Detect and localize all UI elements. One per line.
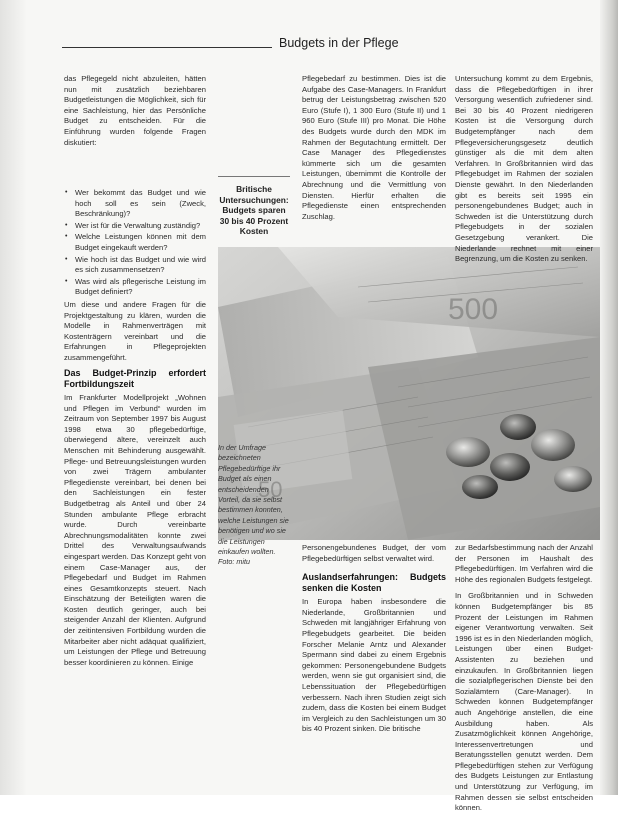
- svg-text:50: 50: [258, 477, 283, 502]
- page-edge-shadow: [600, 0, 618, 795]
- section-heading: Auslandserfahrungen: Budgets senken die Kosten: [302, 572, 446, 594]
- intro-paragraph: das Pflegegeld nicht abzuleiten, hätten nun mit zusätzlich beziehbaren Budgetleistungen die Möglichkeit, sich für eine Sachleistung, hier das Persönliche Budget zu entscheiden. Für die Einführung wurden folgende Fragen diskutiert:: [64, 74, 206, 147]
- bullet-icon: •: [65, 221, 68, 229]
- column-1-intro: [64, 74, 206, 148]
- photo-text-overlay-area: [292, 247, 452, 287]
- section-heading: Das Budget-Prinzip erfordert Fortbildungszeit: [64, 368, 206, 389]
- photo-caption: [218, 443, 290, 568]
- column-2-top-paragraph: Pflegebedarf zu bestimmen. Dies ist die Aufgabe des Case-Managers. In Frankfurt betrug der Leistungsbetrag zwischen 520 Euro (Stufe I), 1 300 Euro (Stufe II) und 1 960 Euro (Stufe III) pro Monat. Die Höhe des Budgets wurde durch den MDK im Rahmen der Begutachtung ermittelt. Der Case Manager des Pflegedienstes kümmerte sich um die gesamten Leistungen, übernimmt die Kontrolle der Abrechnung und die Vermittlung von Diensten. Hierfür erhalten die Pflegedienste einen entsprechenden Zuschlag.: [302, 74, 446, 221]
- bullet-item: • Was wird als pflegerische Leistung im Budget definiert?: [65, 276, 206, 297]
- column-3-middle-paragraph: zur Bedarfsbestimmung nach der Anzahl der Personen im Haushalt des Pflegebedürftigen. Im Verfahren wird die Höhe des regionalen Budgets festgelegt.: [455, 543, 593, 584]
- question-list: [64, 188, 206, 299]
- column-3-top: [455, 74, 593, 265]
- bullet-icon: •: [65, 277, 68, 285]
- section-body: Im Frankfurter Modellprojekt „Wohnen und Pflegen im Verbund“ wurden im Zeitraum von September 1997 bis August 1998 etwa 30 pflegebedürftige, überwiegend ältere, vereinzelt auch Menschen mit Behinderung ausgewählt. Pflege- und Betreuungsleistungen wurden von zwei Trägern ambulanter Pflegedienste vereinbart, bei denen bei den Sachleistungen ein fester Budgetbetrag als Anteil und über 24 Stunden ambulante Pflege erbracht wurde. Durch vereinbarte Abrechnungsmodalitäten konnte zwei Drittel des Verwaltungsaufwands eingespart werden. Das Konzept geht von einem Case-Manager aus, der Pflegebedarf und Budget im Rahmen eines Gesamtkonzepts steuert. Nach Einschätzung der Beteiligten waren die Kosten deutlich geringer, auch bei steigender Anzahl der Klienten. Aufgrund der zeitintensiven Fortbildung wurden die Mitarbeiter aber nicht adäquat qualifiziert, um Leistungen der Pflege und Betreuung besser koordinieren zu können. Einige: [64, 393, 206, 667]
- column-2-bottom: [302, 543, 446, 735]
- svg-text:500: 500: [448, 293, 499, 326]
- column-2-bottom-intro: Personengebundenes Budget, der vom Pflegebedürftigen selbst verwaltet wird.: [302, 543, 446, 563]
- column-3-body-paragraph: In Großbritannien und in Schweden können Budgetempfänger bis 85 Prozent der Leistungen im Rahmen eigener Verantwortung verwalten. Seit 1996 ist es in den Niederlanden möglich, Leistungen über einen Budget-Assistenten zu beziehen und einzukaufen. In Großbritannien liegen die sozialpflegerischen Dienste bei den Sozialämtern (Care-Manager). In Schweden können Budgetempfänger auch Angehörige anstellen, die eine Ausbildung haben. Als Zusatzmöglichkeit können Angehörige, Interessenvertretungen und Beratungsstellen genutzt werden. Dem Pflegebedürftigen stehen zur Verfügung des Budgets Leistungen zur Entlastung und Unterstützung zur Verfügung, im Rahmen dessen sie selbst entscheiden können.: [455, 591, 593, 813]
- bullet-list: [64, 188, 206, 298]
- column-3-top-paragraph: Untersuchung kommt zu dem Ergebnis, dass die Pflegebedürftigen in ihrer Versorgung wesentlich zufriedener sind. Bei 30 bis 40 Prozent niedrigeren Kosten ist die Versorgung durch Budgetempfänger nach dem Pflegeversicherungsgesetz deutlich günstiger als die mit dem alten Verfahren. In Großbritannien wird das Pflegebudget im Rahmen der sozialen Dienste gewährt. In den Niederlanden gibt es bereits seit 1995 ein personengebundenes Budget; auch in Schweden ist die Unterstützung durch Pflegebudgets in der sozialen Gesetzgebung verankert. Die Niederlande rechnet mit einer Begrenzung, um die Kosten zu senken.: [455, 74, 593, 264]
- bullet-icon: •: [65, 189, 68, 196]
- header-rule: [62, 47, 272, 48]
- outro-paragraph: Um diese und andere Fragen für die Projektgestaltung zu klären, wurden die Modelle in Rahmenverträgen mit Kostenträgern vereinbart und die Erfahrungen in Pflegeprojekten zusammengeführt.: [64, 300, 206, 362]
- page-gutter-shadow: [0, 0, 26, 795]
- bullet-icon: •: [65, 255, 68, 263]
- pullquote-rule-top: [218, 176, 290, 177]
- running-header: Budgets in der Pflege: [279, 36, 399, 50]
- bullet-item: • Wer bekommt das Budget und wie hoch soll es sein (Zweck, Beschränkung)?: [65, 188, 206, 219]
- bullet-item: • Welche Leistungen können mit dem Budget eingekauft werden?: [65, 232, 206, 252]
- bullet-icon: •: [65, 233, 68, 241]
- section-budget-principle: [64, 368, 206, 668]
- column-1-outro: [64, 300, 206, 364]
- caption-text: In der Umfrage bezeichneten Pflegebedürftige ihr Budget als einen entscheidenden Vorteil, da sie selbst bestimmen konnten, welche Leistungen sie benötigen und wo sie die Leistungen einkaufen wollten.: [218, 443, 289, 557]
- bullet-item: • Wie hoch ist das Budget und wie wird es sich zusammensetzen?: [65, 254, 206, 275]
- column-2-top: [302, 74, 446, 222]
- photo-credit: Foto: mitu: [218, 557, 250, 567]
- pullquote: Britische Untersuchungen: Budgets sparen 30 bis 40 Prozent Kosten: [219, 184, 289, 236]
- column-3-bottom: [455, 543, 593, 814]
- section-body: In Europa haben insbesondere die Niederlande, Großbritannien und Schweden mit langjähriger Erfahrung von Pflegebudgets gearbeitet. Die beiden Forscher Melanie Arntz und Alexander Spermann sind dabei zu einem Ergebnis gekommen: Personengebundene Budgets werden, wenn sie gut organisiert sind, die Lebenssituation der Pflegebedürftigen verbessern. Nach ihren Studien zeigt sich zudem, dass die Kosten bei einem Budget im Vergleich zu den Sachleistungen um 30 bis 40 Prozent sinken. Die britische: [302, 597, 446, 734]
- bullet-item: • Wer ist für die Verwaltung zuständig?: [65, 220, 201, 230]
